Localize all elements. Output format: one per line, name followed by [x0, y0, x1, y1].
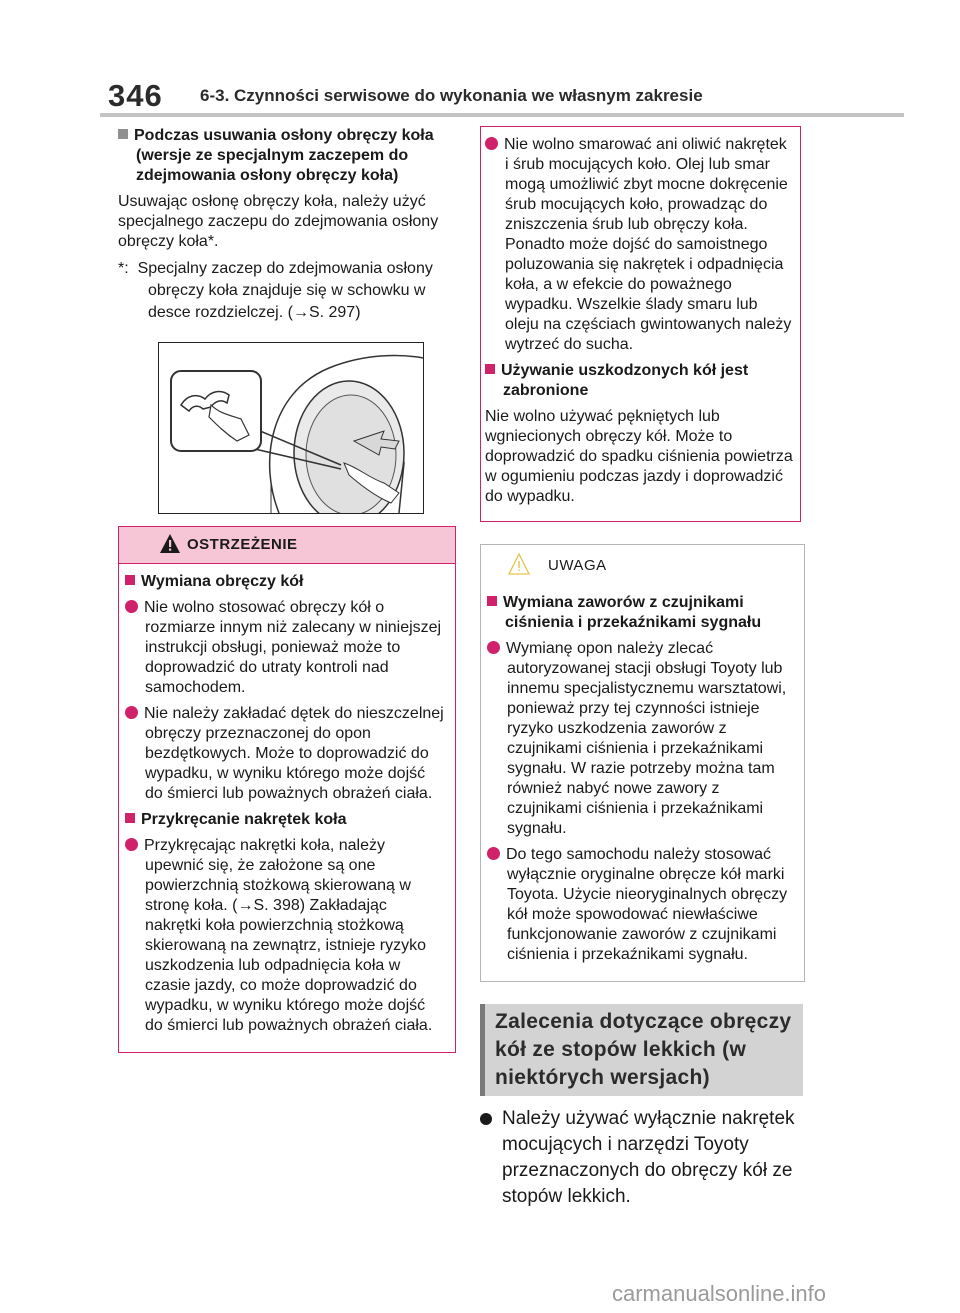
warning-subhead-damaged-wheels: Używanie uszkodzonych kół jest zabronione: [485, 361, 794, 401]
notice-body: [481, 585, 804, 981]
notice-subhead: Wymiana zaworów z czujnikami ciśnienia i przekaźnikami sygnału: [487, 593, 796, 633]
notice-header: [481, 545, 804, 585]
subhead-removing-cover: Podczas usuwania osłony obręczy koła (wersje ze specjalnym zaczepem do zdejmowania osłony obręczy koła): [118, 126, 456, 186]
warning-header: [119, 527, 455, 564]
warning-subhead-wheel-replacement: Wymiana obręczy kół: [125, 572, 447, 592]
warning-body-text: Nie wolno używać pękniętych lub wgniecionych obręczy kół. Może to doprowadzić do spadku ciśnienia powietrza w ogumieniu podczas jazdy i doprowadzić do wypadku.: [485, 408, 793, 505]
bullet-dot-icon: [487, 641, 500, 654]
pink-square-bullet-icon: [125, 813, 135, 823]
warning-label: OSTRZEŻENIE: [187, 536, 298, 553]
notice-item: Wymianę opon należy zlecać autoryzowanej stacji obsługi Toyoty lub innemu specjalistycznemu warsztatowi, ponieważ przy tej czynności istnieje ryzyko uszkodzenia zaworów z czujnikami ciśnienia i przekaźnikami sygnału. W razie potrzeby można tam również nabyć nowe zawory z czujnikami ciśnienia i przekaźnikami sygnału.: [487, 639, 796, 839]
chapter-title: 6-3. Czynności serwisowe do wykonania we własnym zakresie: [200, 86, 703, 105]
footnote-mark: *:: [118, 260, 129, 277]
bullet-dot-icon: [487, 847, 500, 860]
page-header: [0, 0, 960, 120]
pink-square-bullet-icon: [125, 575, 135, 585]
warning-continuation-box: [480, 126, 801, 522]
pink-square-bullet-icon: [485, 364, 495, 374]
footnote-text: Specjalny zaczep do zdejmowania osłony obręczy koła znajduje się w schowku w desce rozdzielczej. (→S. 297): [137, 260, 433, 321]
notice-item: Do tego samochodu należy stosować wyłącznie oryginalne obręcze kół marki Toyota. Użycie nieoryginalnych obręczy kół może spowodować niewłaściwe funkcjonowanie zaworów z czujnikami ciśnienia i przekaźnikami sygnału.: [487, 845, 796, 965]
bullet-dot-icon: [125, 600, 138, 613]
gray-square-bullet-icon: [118, 129, 128, 139]
right-column: [480, 126, 803, 1210]
watermark: carmanualsonline.info: [612, 1281, 827, 1306]
bullet-dot-icon: [485, 137, 498, 150]
list-item: Należy używać wyłącznie nakrętek mocujących i narzędzi Toyoty przeznaczonych do obręczy kół ze stopów lekkich.: [480, 1106, 803, 1210]
bullet-dot-icon: [125, 706, 138, 719]
notice-label: UWAGA: [548, 557, 607, 574]
notice-box: [480, 544, 805, 982]
warning-subhead-nut-tightening: Przykręcanie nakrętek koła: [125, 810, 447, 830]
bullet-dot-icon: [125, 838, 138, 851]
bullet-dot-icon: [480, 1113, 492, 1125]
pink-square-bullet-icon: [487, 596, 497, 606]
page-number: 346: [108, 78, 163, 113]
warning-body: [119, 564, 455, 1052]
header-divider: [100, 113, 904, 117]
warning-item: Nie wolno smarować ani oliwić nakrętek i śrub mocujących koło. Olej lub smar mogą umożliwić zbyt mocne dokręcenie śrub mocujących koło, prowadząc do zniszczenia śrub lub obręczy koła. Ponadto może dojść do samoistnego poluzowania się nakrętek i odpadnięcia koła, a w efekcie do poważnego wypadku. Wszelkie ślady smaru lub oleju na częściach gwintowanych należy wytrzeć do sucha.: [485, 135, 794, 355]
warning-item: Nie należy zakładać dętek do nieszczelnej obręczy przeznaczonej do opon bezdętkowych. Może to doprowadzić do wypadku, w wyniku którego może dojść do śmierci lub poważnych obrażeń ciała.: [125, 704, 447, 804]
warning-triangle-icon: [159, 533, 181, 555]
left-column: [118, 126, 456, 1053]
wheel-cover-drawing-icon: [159, 343, 423, 513]
warning-item: Przykręcając nakrętki koła, należy upewnić się, że założone są one powierzchnią stożkową skierowaną w stronę koła. (→S. 398) Zakładając nakrętki koła powierzchnią stożkową skierowaną na zewnątrz, istnieje ryzyko uszkodzenia lub odpadnięcia koła w czasie jazdy, co może doprowadzić do wypadku, w wyniku którego może dojść do śmierci lub poważnych obrażeń ciała.: [125, 836, 447, 1036]
footnote: [118, 258, 456, 324]
warning-item: Nie wolno stosować obręczy kół o rozmiarze innym niż zalecany w niniejszej instrukcji obsługi, ponieważ może to doprowadzić do utraty kontroli nad samochodem.: [125, 598, 447, 698]
section-title: Zalecenia dotyczące obręczy kół ze stopów lekkich (w niektórych wersjach): [480, 1004, 803, 1096]
notice-triangle-icon: [507, 552, 531, 576]
body-text: Usuwając osłonę obręczy koła, należy użyć specjalnego zaczepu do zdejmowania osłony obręczy koła*.: [118, 193, 439, 250]
wheel-cover-illustration: [158, 342, 424, 514]
warning-box: [118, 526, 456, 1053]
